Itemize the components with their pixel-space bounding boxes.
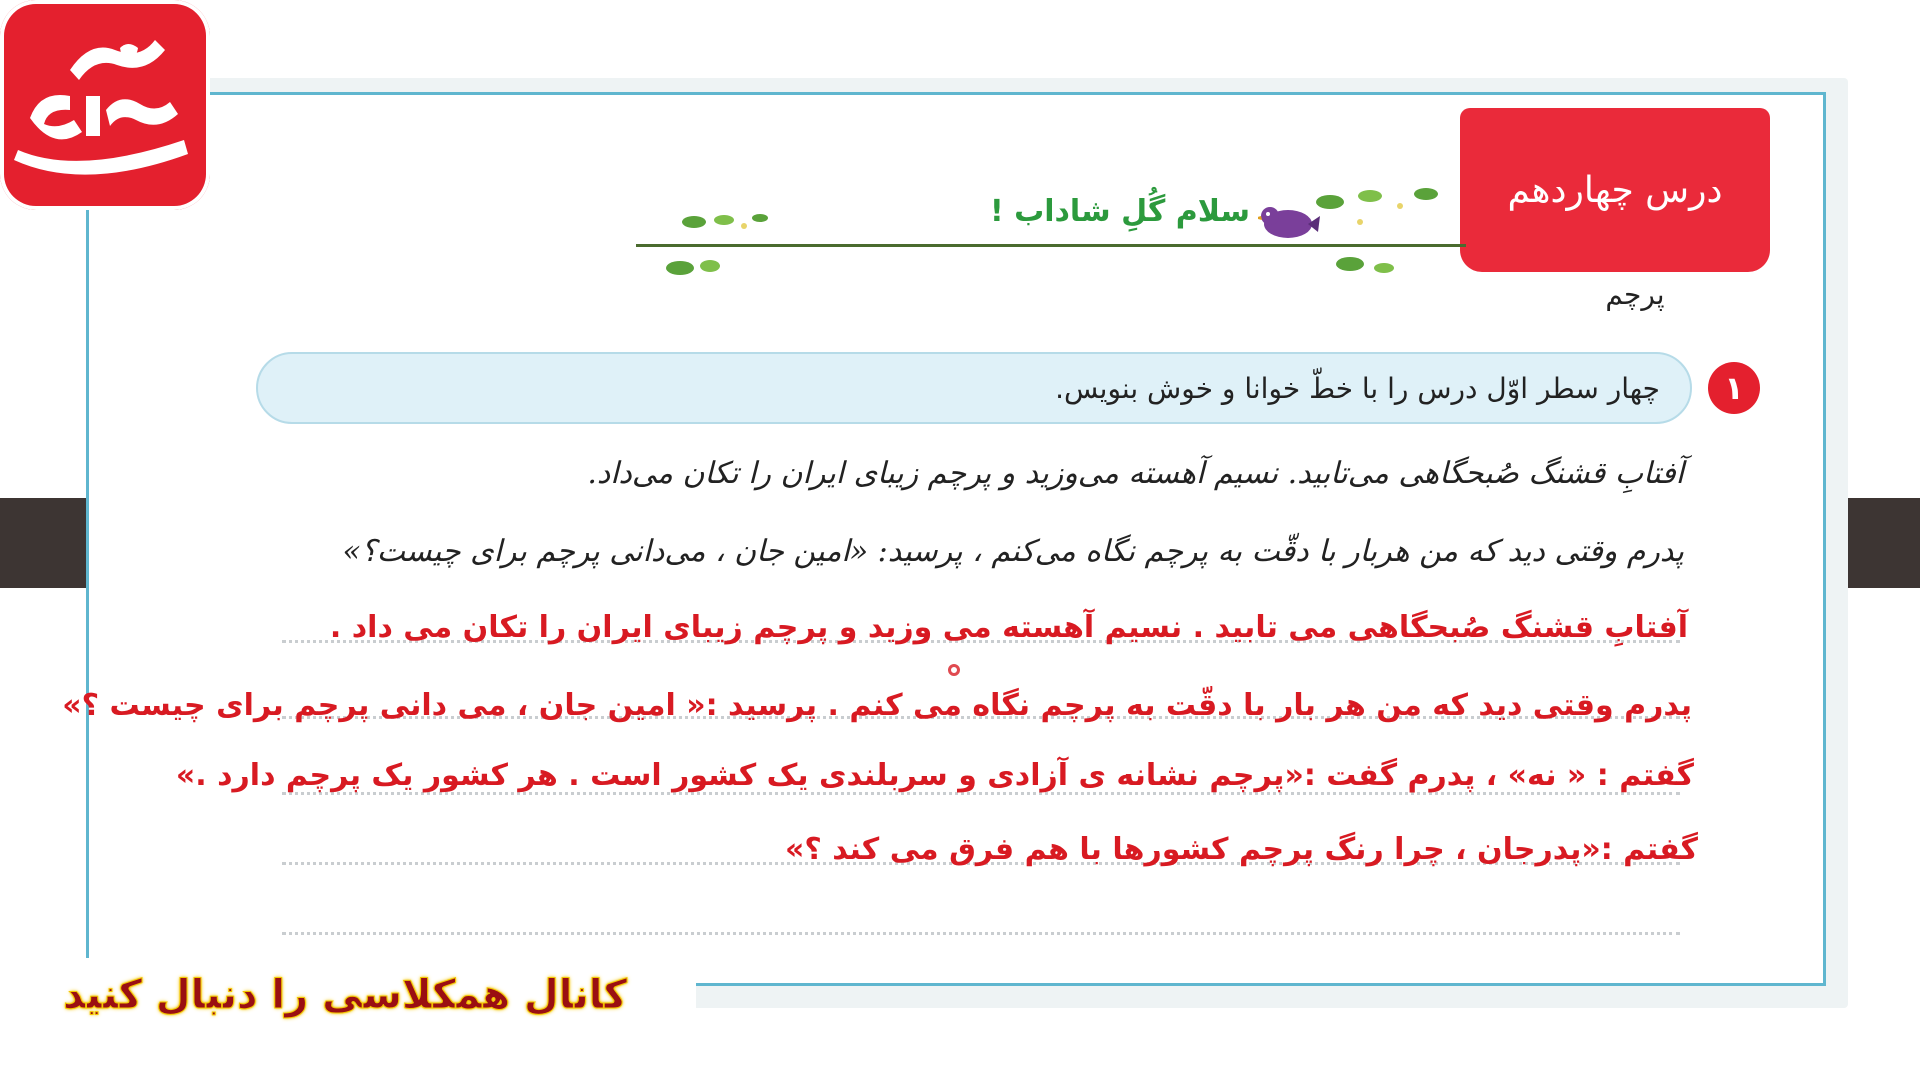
exercise-number-badge: ۱ <box>1708 362 1760 414</box>
lesson-tab: درس چهاردهم <box>1460 108 1770 272</box>
answer-line: گفتم :«پدرجان ، چرا رنگ پرچم کشورها با هم فرق می کند ؟» <box>785 832 1698 867</box>
handwritten-line: آفتابِ قشنگ صُبحگاهی می‌تابید. نسیم آهسته می‌وزید و پرچم زیبای ایران را تکان می‌داد. <box>587 456 1684 491</box>
channel-follow-text: کانال همکلاسی را دنبال کنید <box>62 972 628 1018</box>
instruction-box <box>256 352 1692 424</box>
hamkelasi-logo <box>0 0 210 210</box>
instruction-text: چهار سطر اوّل درس را با خطّ خوانا و خوش بنویس. <box>1055 371 1660 405</box>
writing-guide-line <box>282 932 1680 935</box>
leaf-cluster-right-icon <box>1300 182 1450 278</box>
leaf-cluster-left-icon <box>650 206 790 282</box>
handwritten-line: پدرم وقتی دید که من هربار با دقّت به پرچم نگاه می‌کنم ، پرسید: «امین جان ، می‌دانی پرچم برای چیست؟» <box>342 534 1684 569</box>
answer-line: پدرم وقتی دید که من هر بار با دقّت به پرچم نگاه می کنم . پرسید :« امین جان ، می دانی پرچم برای چیست ؟» <box>62 688 1692 723</box>
logo-lettering-icon <box>0 0 210 210</box>
cursor-mark <box>948 664 960 676</box>
answer-line: گفتم : « نه» ، پدرم گفت :«پرچم نشانه ی آزادی و سربلندی یک کشور است . هر کشور یک پرچم دارد .» <box>175 758 1694 793</box>
bird-icon <box>1258 196 1320 252</box>
lesson-subtitle: پرچم <box>1605 278 1665 311</box>
banner-title: سلام گُلِ شاداب ! <box>989 194 1251 229</box>
answer-line: آفتابِ قشنگ صُبحگاهی می تابید . نسیم آهسته می وزید و پرچم زیبای ایران را تکان می داد . <box>329 610 1688 645</box>
